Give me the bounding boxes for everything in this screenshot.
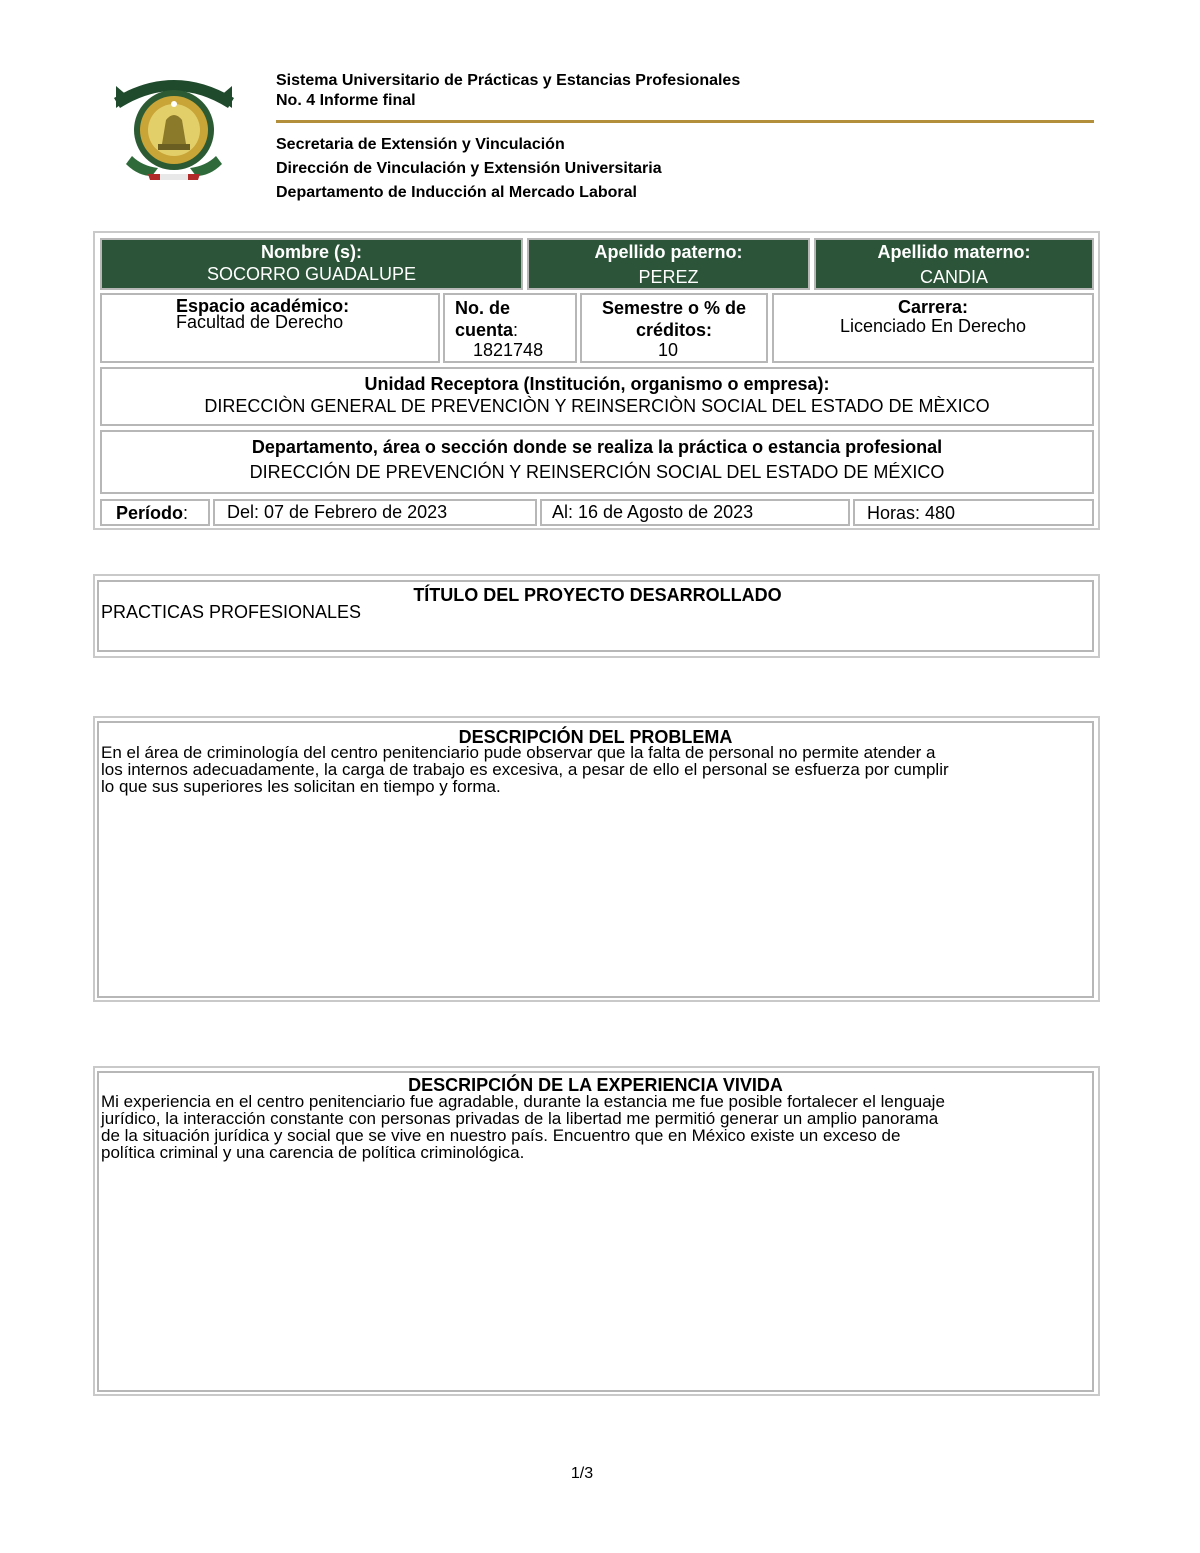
academic-space-label: Espacio académico: bbox=[176, 296, 350, 316]
page-number: 1/3 bbox=[570, 1465, 594, 1482]
account-number-label-line2: cuenta bbox=[455, 320, 514, 340]
career-label: Carrera: bbox=[897, 297, 969, 317]
name-label: Nombre (s): bbox=[260, 242, 362, 262]
problem-title: DESCRIPCIÓN DEL PROBLEMA bbox=[458, 727, 733, 747]
system-title: Sistema Universitario de Prácticas y Estancias Profesionales bbox=[276, 72, 741, 89]
period-label-colon: : bbox=[183, 503, 189, 523]
semester-label-line1: Semestre o % de bbox=[601, 298, 747, 318]
semester-cell bbox=[580, 293, 768, 363]
account-number-label-line1: No. de bbox=[455, 298, 511, 318]
department-area-label: Departamento, área o sección donde se realiza la práctica o estancia profesional bbox=[251, 437, 943, 457]
period-to-cell bbox=[540, 499, 850, 526]
name-cell bbox=[100, 238, 523, 290]
semester-label-line2: créditos: bbox=[635, 320, 713, 340]
experience-line: jurídico, la interacción constante con personas privadas de la libertad me permitió generar un amplio panorama bbox=[101, 1109, 939, 1128]
receiving-unit-cell bbox=[100, 367, 1094, 426]
experience-line: política criminal y una carencia de política criminológica. bbox=[101, 1143, 525, 1162]
paternal-surname-value: PEREZ bbox=[638, 267, 699, 287]
direction-name: Dirección de Vinculación y Extensión Universitaria bbox=[276, 160, 662, 177]
experience-title: DESCRIPCIÓN DE LA EXPERIENCIA VIVIDA bbox=[408, 1075, 783, 1095]
secretariat-name: Secretaria de Extensión y Vinculación bbox=[276, 136, 565, 153]
period-label: Período bbox=[116, 503, 184, 523]
career-cell bbox=[772, 293, 1094, 363]
account-number-label-line2-wrap bbox=[455, 319, 575, 341]
hours-value: Horas: 480 bbox=[867, 503, 956, 523]
experience-line: de la situación jurídica y social que se vive en nuestro país. Encuentro que en México existe un exceso de bbox=[101, 1126, 901, 1145]
report-title: No. 4 Informe final bbox=[276, 92, 416, 109]
problem-box bbox=[97, 721, 1094, 998]
problem-line: los internos adecuadamente, la carga de trabajo es excesiva, a pesar de ello el personal se esfuerza por cumplir bbox=[101, 760, 949, 779]
semester-value: 10 bbox=[658, 340, 679, 360]
department-name: Departamento de Inducción al Mercado Laboral bbox=[276, 184, 637, 201]
maternal-surname-cell bbox=[814, 238, 1094, 290]
period-from-cell bbox=[213, 499, 537, 526]
header-divider bbox=[276, 120, 1094, 123]
department-area-cell bbox=[100, 430, 1094, 494]
academic-space-cell bbox=[100, 293, 440, 363]
problem-line: lo que sus superiores les solicitan en tiempo y forma. bbox=[101, 777, 501, 796]
period-to: Al: 16 de Agosto de 2023 bbox=[552, 502, 754, 522]
academic-space-value: Facultad de Derecho bbox=[176, 312, 344, 332]
paternal-surname-cell bbox=[527, 238, 810, 290]
experience-text bbox=[101, 1093, 1090, 1161]
problem-text bbox=[101, 744, 1090, 795]
period-label-cell bbox=[100, 499, 210, 526]
maternal-surname-value: CANDIA bbox=[919, 267, 988, 287]
account-number-value: 1821748 bbox=[473, 340, 544, 360]
department-area-value: DIRECCIÓN DE PREVENCIÓN Y REINSERCIÓN SOCIAL DEL ESTADO DE MÉXICO bbox=[249, 462, 945, 482]
receiving-unit-label: Unidad Receptora (Institución, organismo o empresa): bbox=[364, 374, 830, 394]
maternal-surname-label: Apellido materno: bbox=[877, 242, 1031, 262]
receiving-unit-value: DIRECCIÒN GENERAL DE PREVENCIÒN Y REINSERCIÒN SOCIAL DEL ESTADO DE MÈXICO bbox=[204, 396, 990, 416]
account-number-label-colon: : bbox=[513, 320, 519, 340]
experience-line: Mi experiencia en el centro penitenciario fue agradable, durante la estancia me fue posible fortalecer el lenguaje bbox=[101, 1092, 945, 1111]
problem-line: En el área de criminología del centro penitenciario pude observar que la falta de personal no permite atender a bbox=[101, 743, 936, 762]
project-title-value: PRACTICAS PROFESIONALES bbox=[101, 602, 362, 622]
account-number-cell bbox=[443, 293, 577, 363]
hours-cell bbox=[853, 499, 1094, 526]
project-title-label: TÍTULO DEL PROYECTO DESARROLLADO bbox=[413, 585, 782, 605]
university-seal-icon bbox=[108, 68, 240, 184]
experience-box bbox=[97, 1071, 1094, 1392]
career-value: Licenciado En Derecho bbox=[839, 316, 1027, 336]
period-from: Del: 07 de Febrero de 2023 bbox=[227, 502, 448, 522]
name-value: SOCORRO GUADALUPE bbox=[206, 264, 417, 284]
project-title-box bbox=[97, 580, 1094, 652]
paternal-surname-label: Apellido paterno: bbox=[594, 242, 743, 262]
